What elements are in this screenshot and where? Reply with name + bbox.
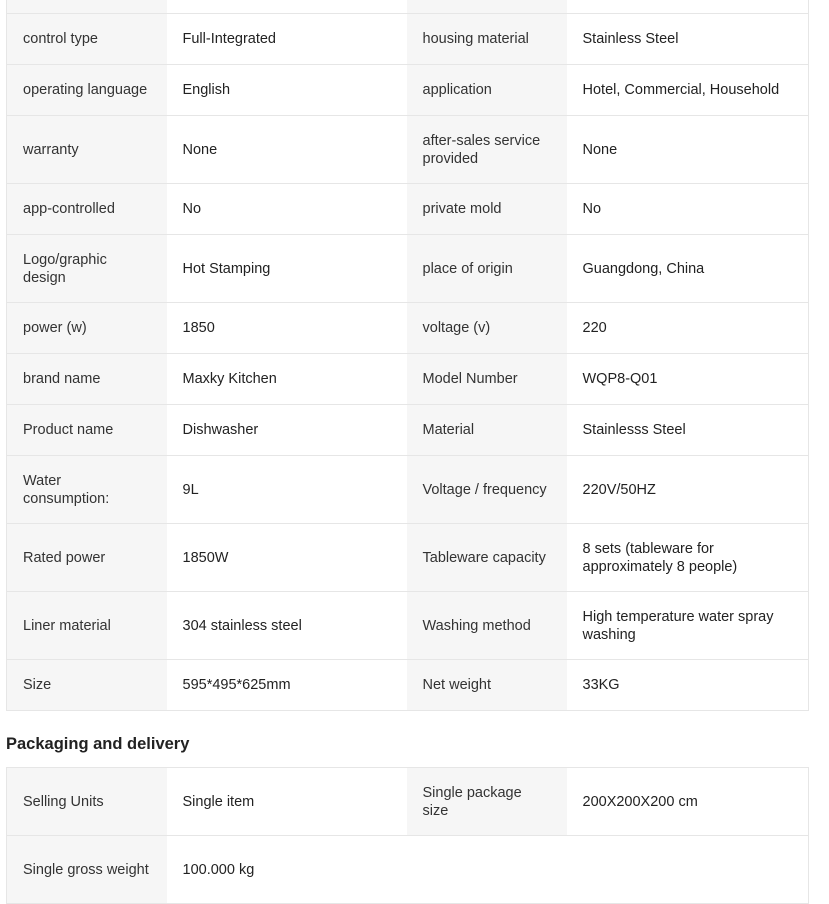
table-row <box>7 524 809 592</box>
attr-key: after-sales service provided <box>407 116 567 184</box>
attr-key: Voltage / frequency <box>407 456 567 524</box>
table-row <box>7 14 809 65</box>
table-row <box>7 65 809 116</box>
attr-key: voltage (v) <box>407 303 567 354</box>
attr-value: None <box>567 116 809 184</box>
attr-value: High temperature water spray washing <box>567 592 809 660</box>
attr-key: housing material <box>407 14 567 65</box>
attr-key: Single package size <box>407 768 567 836</box>
attr-key: control type <box>7 14 167 65</box>
attr-key: Material <box>407 405 567 456</box>
attr-key: Rated power <box>7 524 167 592</box>
attr-key: brand name <box>7 354 167 405</box>
attr-value: WQP8-Q01 <box>567 354 809 405</box>
attr-key: operating language <box>7 65 167 116</box>
attr-value: Guangdong, China <box>567 235 809 303</box>
table-row <box>7 660 809 711</box>
attr-value: Stainlesss Steel <box>567 405 809 456</box>
attr-value: None <box>167 116 407 184</box>
attr-value: 220V/50HZ <box>567 456 809 524</box>
attr-value: Single item <box>167 768 407 836</box>
attr-key <box>407 836 567 904</box>
attr-key: Tableware capacity <box>407 524 567 592</box>
attr-value: Maxky Kitchen <box>167 354 407 405</box>
table-row <box>7 836 809 904</box>
attr-value: No <box>567 184 809 235</box>
table-row <box>7 592 809 660</box>
attr-value: English <box>167 65 407 116</box>
attr-key: app-controlled <box>7 184 167 235</box>
attr-key: Washing method <box>407 592 567 660</box>
table-row <box>7 0 809 14</box>
attr-value: 1850W <box>167 524 407 592</box>
attr-value: 595*495*625mm <box>167 660 407 711</box>
table-row <box>7 456 809 524</box>
table-row <box>7 303 809 354</box>
attributes-table <box>6 0 809 711</box>
attr-value <box>567 836 809 904</box>
attr-value: 8 sets (tableware for approximately 8 people) <box>567 524 809 592</box>
attr-key: Product name <box>7 405 167 456</box>
attr-value: 1850 <box>167 303 407 354</box>
attr-value: 100.000 kg <box>167 836 407 904</box>
attr-key: Liner material <box>7 592 167 660</box>
attr-key: application <box>407 65 567 116</box>
attr-value <box>167 0 407 14</box>
attr-key: Size <box>7 660 167 711</box>
attr-value: 33KG <box>567 660 809 711</box>
attr-key: place of origin <box>407 235 567 303</box>
attr-key: Logo/graphic design <box>7 235 167 303</box>
attr-key: Model Number <box>407 354 567 405</box>
attr-value: Full-Integrated <box>167 14 407 65</box>
attr-key: private mold <box>407 184 567 235</box>
attr-key: warranty <box>7 116 167 184</box>
table-row <box>7 768 809 836</box>
attr-value: No <box>167 184 407 235</box>
attr-value: 9L <box>167 456 407 524</box>
attr-value: Dishwasher <box>167 405 407 456</box>
attr-key: Water consumption: <box>7 456 167 524</box>
attr-value: Hotel, Commercial, Household <box>567 65 809 116</box>
attr-key <box>407 0 567 14</box>
attr-key: power (w) <box>7 303 167 354</box>
attr-value: Stainless Steel <box>567 14 809 65</box>
packaging-table <box>6 767 809 904</box>
attr-value: 220 <box>567 303 809 354</box>
attr-value: Hot Stamping <box>167 235 407 303</box>
attr-value: 304 stainless steel <box>167 592 407 660</box>
table-row <box>7 116 809 184</box>
attr-key: Single gross weight <box>7 836 167 904</box>
packaging-title: Packaging and delivery <box>6 735 190 753</box>
table-row <box>7 354 809 405</box>
table-row <box>7 235 809 303</box>
attr-key: Net weight <box>407 660 567 711</box>
attr-value: 200X200X200 cm <box>567 768 809 836</box>
attr-key <box>7 0 167 14</box>
table-row <box>7 405 809 456</box>
attr-key: Selling Units <box>7 768 167 836</box>
table-row <box>7 184 809 235</box>
attr-value <box>567 0 809 14</box>
